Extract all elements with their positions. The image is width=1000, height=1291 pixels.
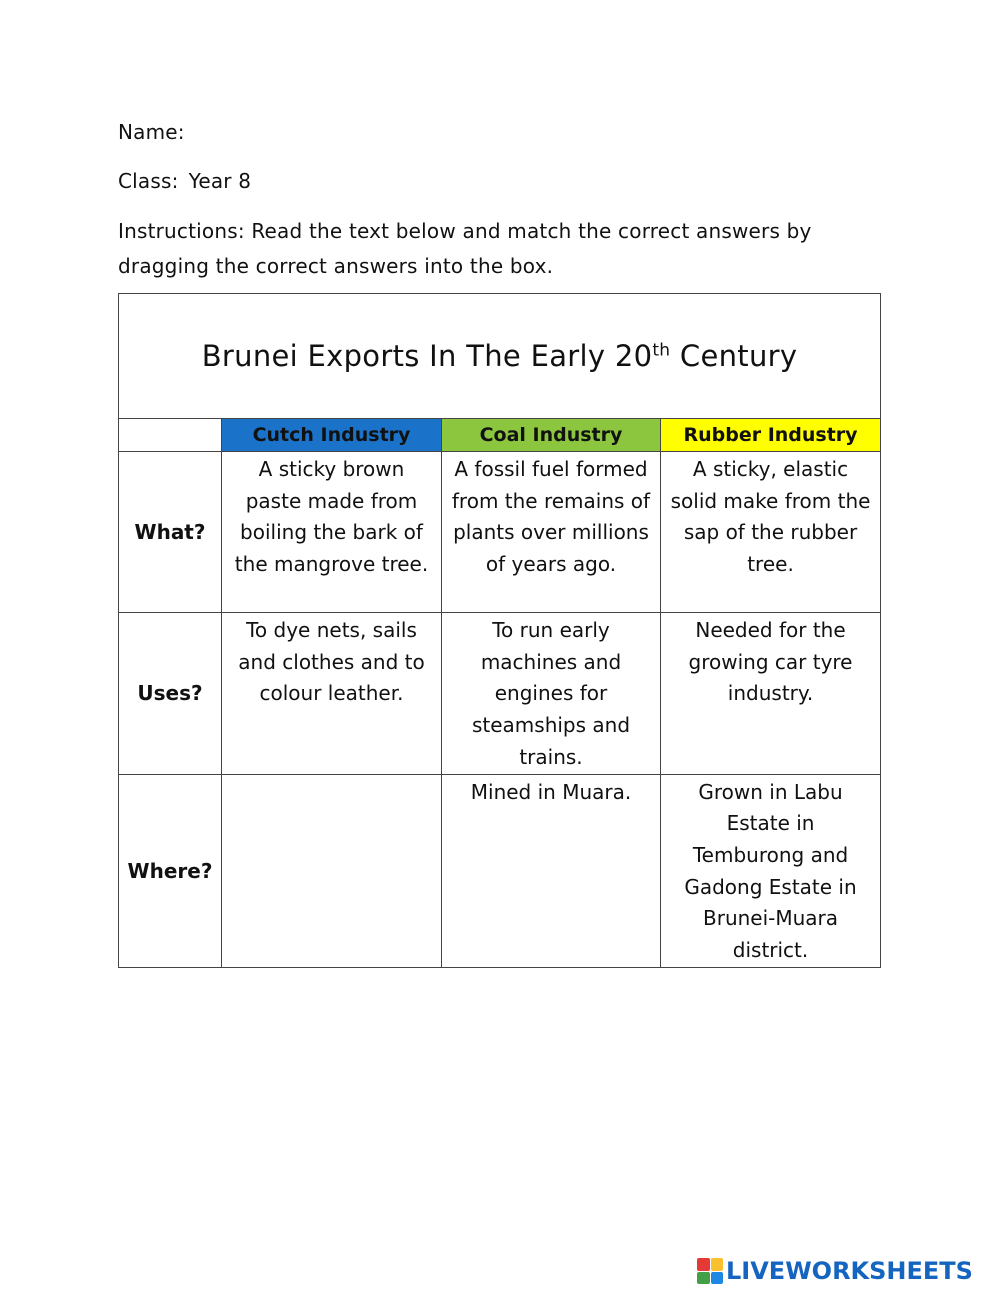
row-label-uses: Uses? [119,613,222,775]
answer-box[interactable] [442,613,661,775]
answer-box[interactable] [442,774,661,967]
answer-box[interactable] [442,452,661,613]
class-label: Class: [118,169,179,193]
logo-text: LIVEWORKSHEETS [726,1257,973,1285]
answer-box[interactable] [661,613,881,775]
cell-text: A sticky, elastic solid make from the sap of the rubber tree. [670,457,871,577]
cell-text: Grown in Labu Estate in Temburong and Gadong Estate in Brunei-Muara district. [684,779,857,963]
cell-text: A sticky brown paste made from boiling the bark of the mangrove tree. [234,457,429,577]
row-label-what: What? [119,452,222,613]
row-label-where: Where? [119,774,222,967]
class-value: Year 8 [188,169,252,193]
answer-box[interactable] [222,613,442,775]
corner-cell [119,419,222,452]
name-label: Name: [118,120,185,144]
cell-text: To run early machines and engines for steamships and trains. [471,618,631,769]
table-row [119,774,881,967]
cell-text: Needed for the growing car tyre industry. [688,618,853,706]
logo-mark-icon [697,1258,723,1284]
table-title: Brunei Exports In The Early 20th Century [201,339,798,373]
answer-box[interactable] [222,774,442,967]
liveworksheets-logo[interactable] [697,1253,973,1289]
column-header-rubber: Rubber Industry [661,419,881,452]
table-title-cell [119,294,881,419]
column-header-coal: Coal Industry [442,419,661,452]
answer-box[interactable] [661,452,881,613]
answer-box[interactable] [661,774,881,967]
table-row [119,452,881,613]
table-row [119,613,881,775]
exports-table [118,293,881,968]
answer-box[interactable] [222,452,442,613]
cell-text: A fossil fuel formed from the remains of plants over millions of years ago. [451,457,651,577]
column-header-cutch: Cutch Industry [222,419,442,452]
class-line [118,169,251,193]
instructions-text: Instructions: Read the text below and match the correct answers by dragging the correct answers into the box. [118,219,812,278]
cell-text: To dye nets, sails and clothes and to colour leather. [238,618,425,706]
cell-text [222,775,441,777]
cell-text: Mined in Muara. [470,779,632,804]
